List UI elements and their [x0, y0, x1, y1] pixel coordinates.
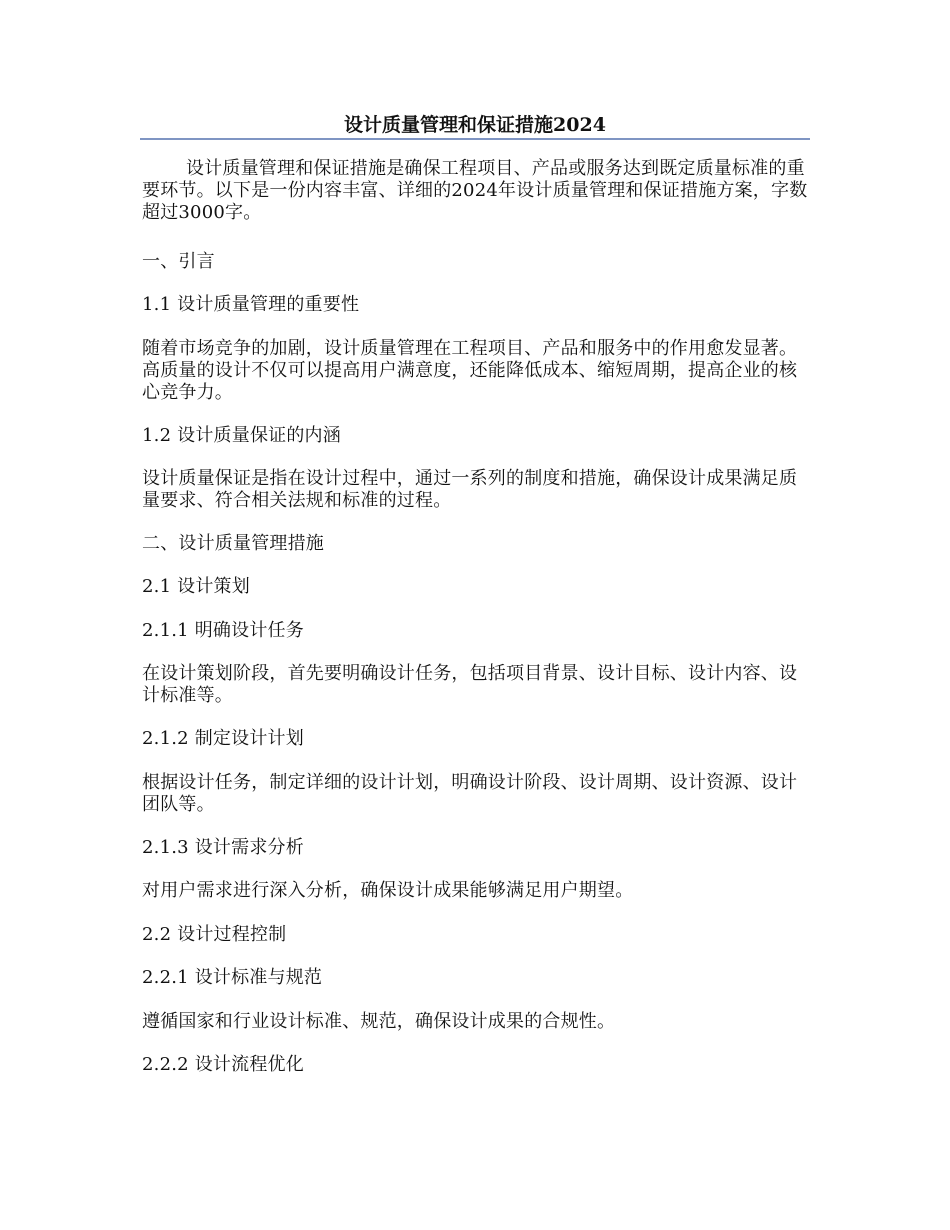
heading-1-2: 1.2 设计质量保证的内涵	[142, 425, 341, 446]
document-title: 设计质量管理和保证措施2024	[344, 114, 606, 136]
heading-section-1: 一、引言	[142, 251, 215, 272]
intro-paragraph: 设计质量管理和保证措施是确保工程项目、产品或服务达到既定质量标准的重要环节。以下是一份内容丰富、详细的2024年设计质量管理和保证措施方案，字数超过3000字。	[142, 158, 808, 223]
heading-2-2-1: 2.2.1 设计标准与规范	[142, 967, 323, 988]
title-underline	[140, 138, 810, 140]
heading-2-2: 2.2 设计过程控制	[142, 924, 287, 945]
paragraph-2-1-2: 根据设计任务，制定详细的设计计划，明确设计阶段、设计周期、设计资源、设计团队等。	[142, 772, 798, 815]
heading-2-1: 2.1 设计策划	[142, 576, 250, 597]
paragraph-2-2-1: 遵循国家和行业设计标准、规范，确保设计成果的合规性。	[142, 1011, 616, 1032]
paragraph-1-2: 设计质量保证是指在设计过程中，通过一系列的制度和措施，确保设计成果满足质量要求、符合相关法规和标准的过程。	[142, 468, 798, 511]
heading-1-1: 1.1 设计质量管理的重要性	[142, 294, 360, 315]
heading-2-1-2: 2.1.2 制定设计计划	[142, 728, 304, 749]
heading-2-1-1: 2.1.1 明确设计任务	[142, 620, 304, 641]
paragraph-2-1-3: 对用户需求进行深入分析，确保设计成果能够满足用户期望。	[142, 880, 634, 901]
heading-2-1-3: 2.1.3 设计需求分析	[142, 837, 304, 858]
paragraph-1-1: 随着市场竞争的加剧，设计质量管理在工程项目、产品和服务中的作用愈发显著。高质量的设计不仅可以提高用户满意度，还能降低成本、缩短周期，提高企业的核心竞争力。	[142, 338, 798, 403]
paragraph-2-1-1: 在设计策划阶段，首先要明确设计任务，包括项目背景、设计目标、设计内容、设计标准等。	[142, 663, 798, 706]
heading-2-2-2: 2.2.2 设计流程优化	[142, 1054, 304, 1075]
heading-section-2: 二、设计质量管理措施	[142, 533, 324, 554]
